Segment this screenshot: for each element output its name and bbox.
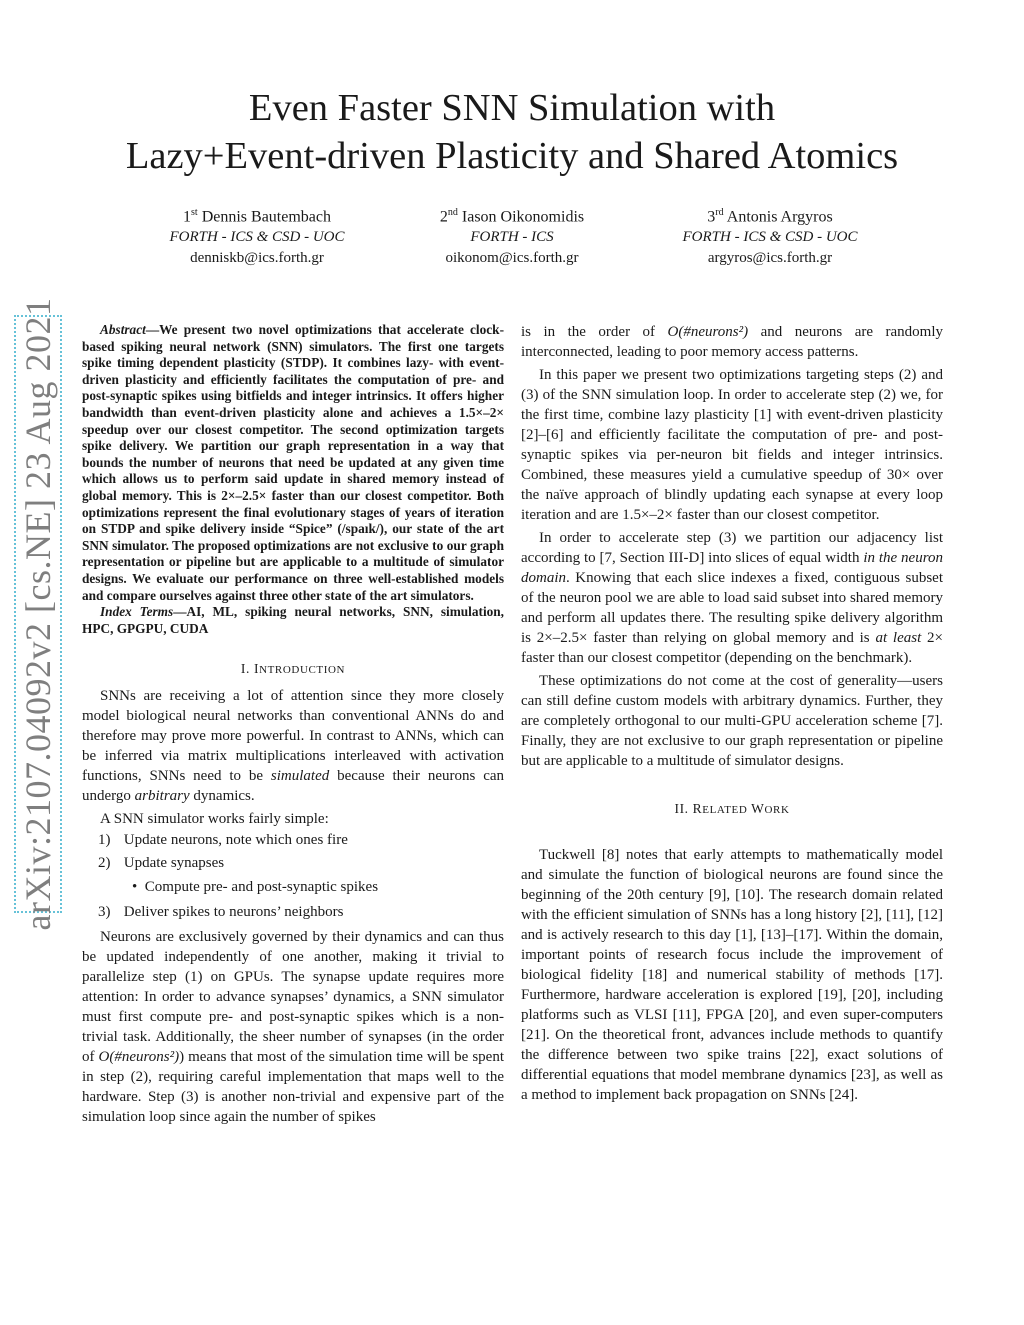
emphasis: simulated bbox=[270, 768, 330, 785]
author-ordinal: 2 bbox=[439, 208, 448, 226]
abstract bbox=[82, 322, 504, 604]
list-item bbox=[82, 876, 504, 899]
intro-paragraph-1 bbox=[82, 686, 504, 806]
author-ordinal-suffix: rd bbox=[715, 207, 724, 218]
section-rest: ORK bbox=[764, 804, 790, 816]
section-heading-related-work bbox=[521, 801, 943, 817]
text-run: In order to accelerate step (3) we partition our adjacency list according to [7, Section III-D] into slices of equal width bbox=[521, 530, 943, 566]
list-marker: 1) bbox=[98, 832, 111, 849]
list-text: Update synapses bbox=[123, 854, 225, 871]
author-block-3 bbox=[620, 202, 920, 269]
section-number: II. bbox=[674, 801, 689, 816]
text-run: is in the order of bbox=[521, 324, 668, 340]
list-text: Compute pre- and post-synaptic spikes bbox=[144, 879, 379, 896]
math-expression: O(#neurons²) bbox=[667, 324, 749, 340]
emphasis: in the neuron domain bbox=[521, 550, 943, 586]
right-paragraph-2: In this paper we present two optimizations targeting steps (2) and (3) of the SNN simulation loop. In order to accelerate step (2) we, for the first time, combine lazy plasticity [1] with event-driven plasticity [2]–[6] and efficiently facilitate the computation of pre- and post-synaptic spikes via per-neuron bit fields and integer intrinsics. Combined, these measures yield a cumulative speedup of 30× over the naïve approach of blindly updating each synapse at every loop iteration and are 1.5×–2× faster than our closest competitor. bbox=[521, 367, 943, 523]
list-item bbox=[82, 829, 504, 852]
author-ordinal-suffix: nd bbox=[447, 207, 458, 218]
section-number: I. bbox=[240, 661, 250, 677]
text-run: Neurons are exclusively governed by their dynamics and can thus be updated independently of one another, making it trivial to parallelize step (1) on GPUs. The synapse update requires more attention: In order to advance synapses’ dynamics, a SNN simulator must first compute pre- and post-synaptic spikes which is a non-trivial task. Additionally, the sheer number of synapses (in the order of bbox=[82, 929, 504, 1066]
section-initial: R bbox=[692, 801, 703, 816]
author-name: Iason Oikonomidis bbox=[461, 208, 585, 226]
text-run: dynamics. bbox=[189, 788, 255, 805]
title-line-2: Lazy+Event-driven Plasticity and Shared Atomics bbox=[125, 135, 899, 177]
list-marker: 2) bbox=[98, 854, 111, 871]
right-paragraph-3 bbox=[521, 528, 943, 668]
emphasis: at least bbox=[875, 630, 922, 646]
section-initial: I bbox=[253, 661, 260, 677]
index-terms-label: Index Terms bbox=[100, 604, 174, 620]
right-paragraph-1 bbox=[521, 322, 943, 362]
section-heading-introduction bbox=[82, 661, 504, 677]
author-name: Antonis Argyros bbox=[726, 208, 833, 226]
paper-title bbox=[0, 84, 1024, 180]
text-run: 2× faster than our closest competitor (depending on the benchmark). bbox=[521, 630, 943, 666]
intro-paragraph-2: A SNN simulator works fairly simple: bbox=[100, 811, 329, 828]
text-run: ) means that most of the simulation time will be spent in step (2), requiring careful implementation that maps well to the hardware. Step (3) is another non-trivial and expensive part of the simulation loop since again the number of spikes bbox=[82, 1049, 505, 1126]
list-item bbox=[82, 901, 504, 924]
section-initial: W bbox=[751, 801, 765, 816]
author-ordinal: 1 bbox=[183, 208, 192, 226]
section-rest: NTRODUCTION bbox=[259, 664, 346, 677]
abstract-label: Abstract bbox=[100, 322, 146, 337]
left-column bbox=[82, 322, 504, 1127]
text-run: . Knowing that each slice indexes a fixed, contiguous subset of the neuron pool we are able to load said subset into shared memory and perform all updates there. The resulting spike delivery algorithm is 2×–2.5× faster than relying on global memory and is bbox=[521, 570, 943, 646]
list-marker: 3) bbox=[98, 903, 111, 920]
bullet: • bbox=[132, 879, 138, 896]
author-affiliation: FORTH - ICS & CSD - UOC bbox=[169, 229, 345, 246]
title-line-1: Even Faster SNN Simulation with bbox=[248, 87, 776, 129]
emphasis: arbitrary bbox=[134, 788, 190, 805]
index-terms bbox=[82, 604, 504, 637]
author-block-2 bbox=[362, 202, 662, 269]
text-run: SNNs are receiving a lot of attention since they more closely model biological neural networks than conventional ANNs do and therefore may prove more powerful. In contrast to ANNs, which can be inferred via matrix multiplications interleaved with activation functions, SNNs need to be bbox=[82, 688, 504, 785]
author-email: denniskb@ics.forth.gr bbox=[190, 250, 324, 267]
author-email: argyros@ics.forth.gr bbox=[707, 250, 833, 267]
steps-list bbox=[82, 829, 504, 923]
list-text: Update neurons, note which ones fire bbox=[123, 832, 348, 849]
author-name: Dennis Bautembach bbox=[201, 208, 331, 226]
right-column bbox=[521, 322, 943, 1105]
list-item bbox=[82, 852, 504, 875]
abstract-text: —We present two novel optimizations that accelerate clock-based spiking neural network (SNN) simulators. The first one targets spike timing dependent plasticity (STDP). It combines lazy- with event-driven plasticity and efficiently facilitates the computation of pre- and post-synaptic spikes using bitfields and integer intrinsics. It offers higher bandwidth than event-driven plasticity alone and achieves a 1.5×–2× speedup over our closest competitor. The second optimization targets spike delivery. We partition our graph representation in a way that bounds the number of neurons that need be updated at any given time which allows us to perform said update in shared memory instead of global memory. This is 2×–2.5× faster than our closest competitor. Both optimizations represent the final evolutionary stages of years of iteration on STDP and spike delivery inside “Spice” (/spaık/), our state of the art SNN simulator. The proposed optimizations are not exclusive to our graph representation or pipeline but are applicable to a multitude of simulator designs. We evaluate our performance on three well-established models and compare ourselves against three other state of the art simulators. bbox=[82, 322, 504, 603]
author-affiliation: FORTH - ICS bbox=[470, 229, 554, 246]
author-ordinal: 3 bbox=[707, 208, 716, 226]
intro-paragraph-3 bbox=[82, 927, 504, 1127]
related-paragraph-1: Tuckwell [8] notes that early attempts to mathematically model and simulate the function of biological neurons are found since the beginning of the 20th century [9], [10]. The research domain related with the efficient simulation of SNNs has a long history [2], [11], [12] and is actively research to this day [1], [13]–[17]. Within the domain, important points of research focus include the improvement of biological fidelity [18] and numerical stability of methods [17]. Furthermore, hardware acceleration is explored [19], [20], including platforms such as VLSI [11], FPGA [20], and even super-computers [21]. On the theoretical front, advances include methods to quantify the difference between two spike trains [22], exact solutions of differential equations that model membrane dynamics [23], as well as a method to implement back propagation on SNNs [24]. bbox=[521, 847, 943, 1103]
index-terms-text: —AI, ML, spiking neural networks, SNN, simulation, HPC, GPGPU, CUDA bbox=[82, 604, 504, 636]
arxiv-id: arXiv:2107.04092v2 [cs.NE] 23 Aug 2021 bbox=[18, 297, 58, 931]
section-rest: ELATED bbox=[702, 804, 748, 816]
author-affiliation: FORTH - ICS & CSD - UOC bbox=[682, 229, 858, 246]
right-paragraph-4: These optimizations do not come at the cost of generality—users can still define custom models with arbitrary dynamics. Further, they are completely orthogonal to our multi-GPU acceleration scheme [7]. Finally, they are not exclusive to our graph representation or pipeline but are applicable to a multitude of simulator designs. bbox=[521, 673, 943, 769]
math-expression: O(#neurons²) bbox=[98, 1049, 180, 1066]
text-run: because their neurons can undergo bbox=[82, 768, 505, 805]
text-run: and neurons are randomly interconnected, leading to poor memory access patterns. bbox=[521, 324, 943, 360]
list-text: Deliver spikes to neurons’ neighbors bbox=[123, 903, 344, 920]
author-ordinal-suffix: st bbox=[191, 207, 198, 218]
author-email: oikonom@ics.forth.gr bbox=[445, 250, 579, 267]
arxiv-stamp bbox=[14, 297, 62, 931]
